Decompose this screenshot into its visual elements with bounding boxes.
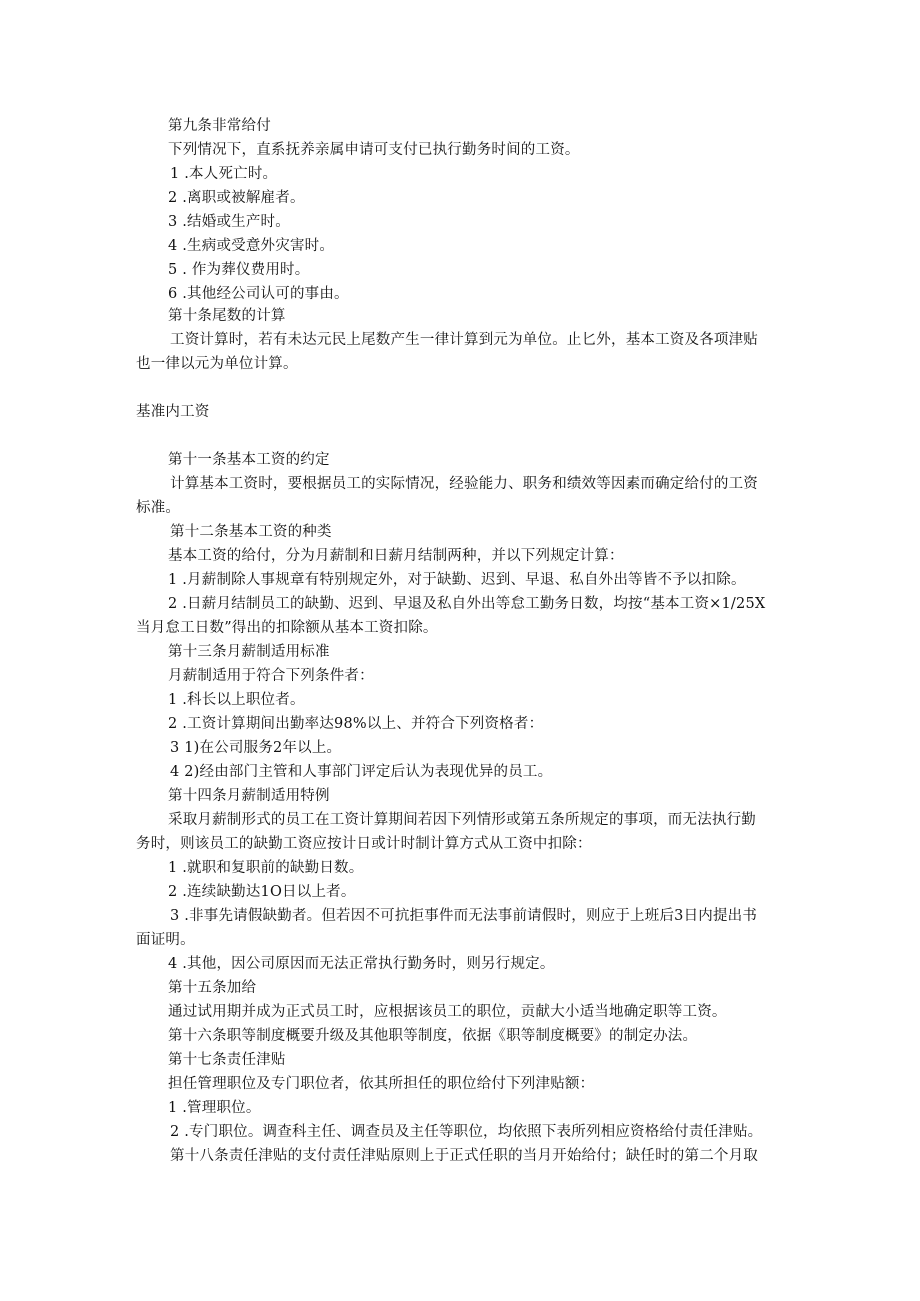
article-17-heading: 第十七条责任津贴: [168, 1052, 286, 1068]
paragraph-line: 面证明。: [136, 932, 195, 948]
paragraph-line: 也一律以元为单位计算。: [136, 356, 298, 372]
list-item: 1 .管理职位。: [168, 1100, 261, 1116]
list-item: 3 1)在公司服务2年以上。: [170, 740, 342, 756]
list-item: 2 .日薪月结制员工的缺勤、迟到、早退及私自外出等怠工勤务日数，均按“基本工资×1/25X: [168, 596, 766, 612]
paragraph-line: 采取月薪制形式的员工在工资计算期间若因下列情形或第五条所规定的事项，而无法执行勤: [168, 812, 756, 828]
list-item: 4 .生病或受意外灾害时。: [168, 238, 335, 254]
article-10-heading: 第十条尾数的计算: [168, 308, 286, 324]
paragraph-line: 工资计算时，若有未达元民上尾数产生一律计算到元为单位。止匕外，基本工资及各项津贴: [170, 332, 758, 348]
list-item: 1 .月薪制除人事规章有特别规定外，对于缺勤、迟到、早退、私自外出等皆不予以扣除。: [168, 572, 746, 588]
list-item: 2 .工资计算期间出勤率达98%以上、并符合下列资格者：: [168, 716, 544, 732]
paragraph-line: 标准。: [136, 500, 181, 516]
section-title: 基准内工资: [136, 404, 210, 420]
article-9-heading: 第九条非常给付: [168, 118, 271, 134]
list-item: 6 .其他经公司认可的事由。: [168, 286, 349, 302]
list-item: 3 .结婚或生产时。: [168, 214, 290, 230]
paragraph-line: 月薪制适用于符合下列条件者：: [168, 668, 374, 684]
list-item: 2 .连续缺勤达1O日以上者。: [168, 884, 356, 900]
paragraph-line: 基本工资的给付，分为月薪制和日薪月结制两种，并以下列规定计算：: [168, 548, 624, 564]
article-18-heading: 第十八条责任津贴的支付责任津贴原则上于正式任职的当月开始给付；缺任时的第二个月取: [170, 1148, 758, 1164]
article-16-heading: 第十六条职等制度概要升级及其他职等制度，依据《职等制度概要》的制定办法。: [168, 1028, 698, 1044]
article-12-heading: 第十二条基本工资的种类: [170, 524, 332, 540]
article-13-heading: 第十三条月薪制适用标准: [168, 644, 330, 660]
article-11-heading: 第十一条基本工资的约定: [168, 452, 330, 468]
list-item: 2 .专门职位。调查科主任、调查员及主任等职位，均依照下表所列相应资格给付责任津贴。: [170, 1124, 763, 1140]
article-14-heading: 第十四条月薪制适用特例: [168, 788, 330, 804]
article-15-heading: 第十五条加给: [168, 980, 257, 996]
paragraph-line: 下列情况下，直系抚养亲属申请可支付已执行勤务时间的工资。: [168, 142, 580, 158]
list-item: 3 .非事先请假缺勤者。但若因不可抗拒事件而无法事前请假时，则应于上班后3日内提出书: [170, 908, 758, 924]
paragraph-line: 当月怠工日数”得出的扣除额从基本工资扣除。: [136, 620, 438, 636]
list-item: 5 . 作为葬仪费用时。: [168, 262, 310, 278]
list-item: 1 .科长以上职位者。: [168, 692, 305, 708]
list-item: 1 .就职和复职前的缺勤日数。: [168, 860, 364, 876]
paragraph-line: 计算基本工资时，要根据员工的实际情况，经验能力、职务和绩效等因素而确定给付的工资: [170, 476, 758, 492]
list-item: 1 .本人死亡时。: [170, 166, 278, 182]
paragraph-line: 务时，则该员工的缺勤工资应按计日或计时制计算方式从工资中扣除：: [136, 836, 592, 852]
paragraph-line: 担任管理职位及专门职位者，依其所担任的职位给付下列津贴额：: [168, 1076, 595, 1092]
list-item: 2 .离职或被解雇者。: [168, 190, 305, 206]
paragraph-line: 通过试用期并成为正式员工时，应根据该员工的职位，贡献大小适当地确定职等工资。: [168, 1004, 727, 1020]
list-item: 4 .其他，因公司原因而无法正常执行勤务时，则另行规定。: [168, 956, 555, 972]
list-item: 4 2)经由部门主管和人事部门评定后认为表现优异的员工。: [170, 764, 553, 780]
